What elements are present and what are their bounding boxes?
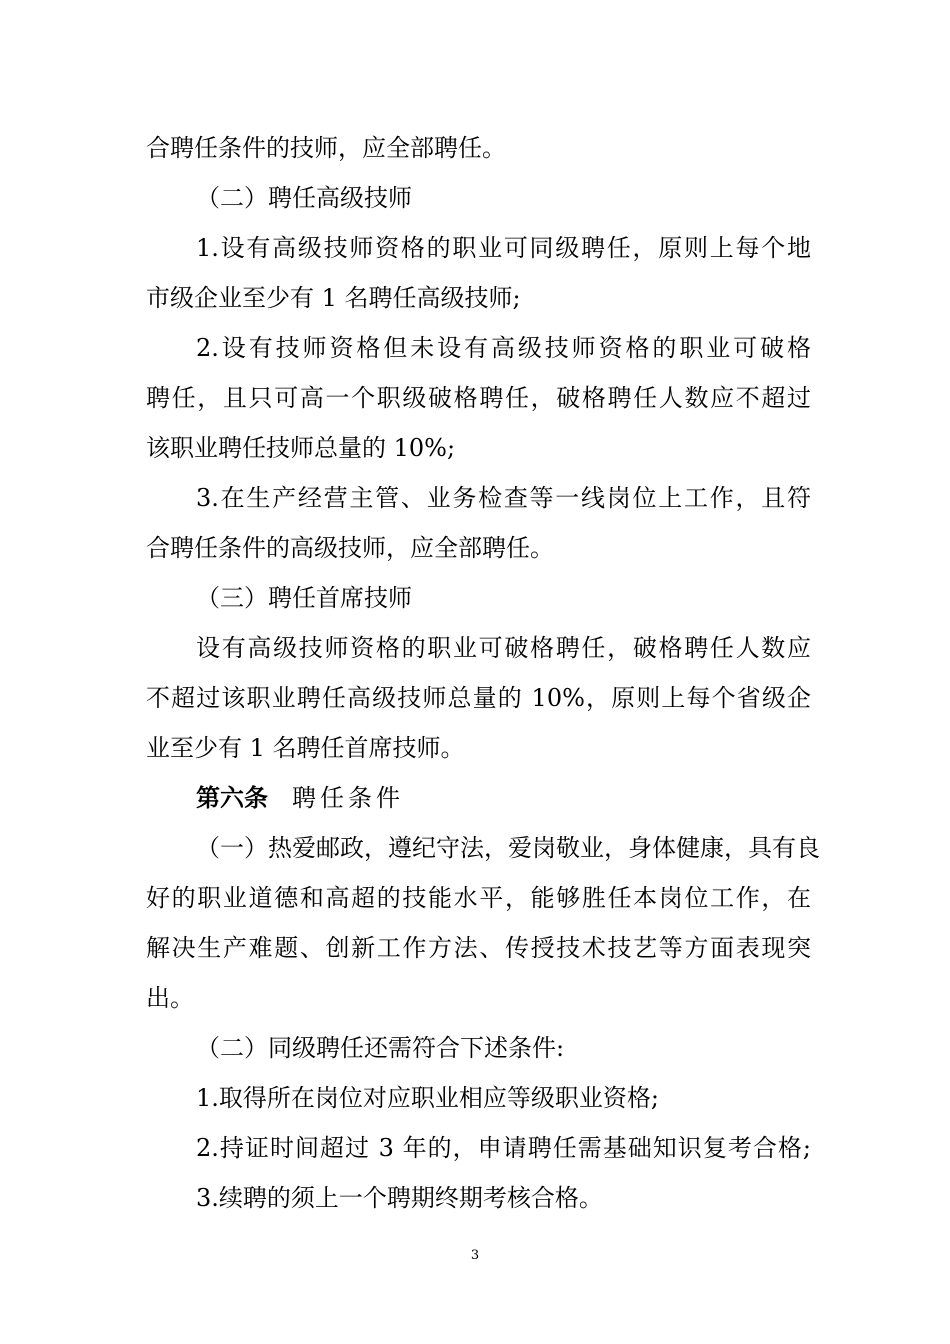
section-heading: （二）聘任高级技师 — [196, 184, 412, 212]
article-heading — [196, 783, 811, 813]
paragraph-line: 不超过该职业聘任高级技师总量的 10%，原则上每个省级企 — [146, 684, 811, 712]
page-number: 3 — [470, 1248, 480, 1263]
paragraph-line: 设有高级技师资格的职业可破格聘任，破格聘任人数应 — [196, 634, 811, 662]
paragraph-line: 1.设有高级技师资格的职业可同级聘任，原则上每个地 — [196, 234, 811, 262]
section-heading: （三）聘任首席技师 — [196, 584, 412, 612]
paragraph-line: 该职业聘任技师总量的 10%; — [146, 434, 456, 462]
section-heading: （二）同级聘任还需符合下述条件: — [196, 1034, 565, 1062]
paragraph-line: 1.取得所在岗位对应职业相应等级职业资格; — [196, 1084, 659, 1112]
paragraph-line: （一）热爱邮政，遵纪守法，爱岗敬业，身体健康，具有良 — [196, 834, 820, 862]
paragraph-line: 聘任，且只可高一个职级破格聘任，破格聘任人数应不超过 — [146, 384, 811, 412]
paragraph-line: 解决生产难题、创新工作方法、传授技术技艺等方面表现突 — [146, 934, 811, 962]
paragraph-line: 市级企业至少有 1 名聘任高级技师; — [146, 284, 521, 312]
paragraph-line: 3.续聘的须上一个聘期终期考核合格。 — [196, 1184, 603, 1212]
article-number: 第六条 — [196, 784, 268, 812]
paragraph-line: 2.持证时间超过 3 年的，申请聘任需基础知识复考合格; — [196, 1134, 811, 1162]
paragraph-line: 业至少有 1 名聘任首席技师。 — [146, 734, 465, 762]
paragraph-line: 合聘任条件的高级技师，应全部聘任。 — [146, 534, 554, 562]
paragraph-line: 合聘任条件的技师，应全部聘任。 — [146, 134, 506, 162]
paragraph-line: 好的职业道德和高超的技能水平，能够胜任本岗位工作，在 — [146, 884, 811, 912]
paragraph-line: 出。 — [146, 984, 194, 1012]
article-title: 聘任条件 — [292, 784, 404, 812]
paragraph-line: 3.在生产经营主管、业务检查等一线岗位上工作，且符 — [196, 484, 811, 512]
paragraph-line: 2.设有技师资格但未设有高级技师资格的职业可破格 — [196, 334, 811, 362]
